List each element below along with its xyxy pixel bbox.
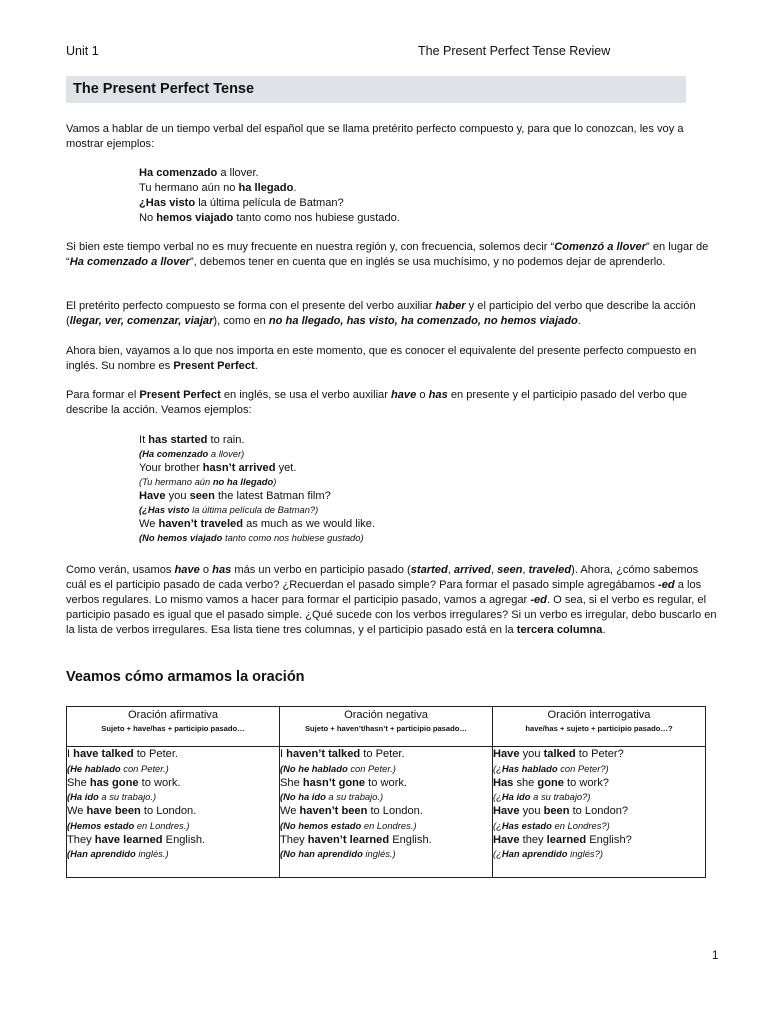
english-example-translation: (Ha comenzado a llover) (139, 448, 245, 459)
negative-cell (280, 747, 493, 878)
english-example: It has started to rain. (139, 434, 245, 446)
column-title: Oración afirmativa (127, 709, 218, 721)
paragraph-6: Como verán, usamos have o has más un verbo en participio pasado (started, arrived, seen, traveled). Ahora, ¿cómo sabemos cuál es el participio pasado de cada verbo? ¿Recuerdan el pasado simple? Para formar el pasado simple agregábamos -ed a los verbos regulares. Lo mismo vamos a hacer para formar el participio pasado, vamos a agregar -ed. O sea, si el verbo es regular, el participio pasado es igual que el pasado simple. ¿Qué sucede con los verbos irregulares? Si un verbo es irregular, debo buscarlo en la lista de verbos irregulares. Esa lista tiene tres columnas, y el participio pasado está en la tercera columna. (66, 564, 717, 636)
example-translation: (He hablado con Peter.) (67, 762, 169, 774)
spanish-example: Ha comenzado a llover. (139, 167, 259, 179)
example-translation: (Hemos estado en Londres.) (67, 819, 190, 831)
section-title-bar (66, 76, 686, 103)
affirmative-cell (67, 747, 280, 878)
english-example: Your brother hasn’t arrived yet. (139, 462, 297, 474)
example-sentence: Have you been to London? (493, 805, 629, 817)
paragraph-4: Ahora bien, vayamos a lo que nos importa en este momento, que es conocer el equivalente del presente perfecto compuesto en inglés. Su nombre es Present Perfect. (66, 345, 697, 372)
example-translation: (No hemos estado en Londres.) (280, 819, 417, 831)
header-unit: Unit 1 (66, 44, 99, 58)
example-sentence: Has she gone to work? (493, 776, 609, 789)
column-formula: have/has + sujeto + participio pasado…? (525, 724, 673, 733)
subheading: Veamos cómo armamos la oración (66, 669, 305, 685)
paragraph-3: El pretérito perfecto compuesto se forma con el presente del verbo auxiliar haber y el participio del verbo que describe la acción (llegar, ver, comenzar, viajar), como en no ha llegado, has visto, ha comenzado, no hemos viajado. (66, 300, 696, 327)
column-title: Oración interrogativa (547, 709, 651, 721)
section-title: The Present Perfect Tense (73, 81, 255, 97)
table-body-row (67, 747, 706, 878)
example-sentence: She hasn’t gone to work. (280, 776, 408, 789)
example-translation: (¿Ha ido a su trabajo?) (493, 791, 591, 802)
example-sentence: Have they learned English? (493, 833, 632, 846)
column-formula: Sujeto + have/has + participio pasado… (101, 724, 245, 733)
example-sentence: We have been to London. (67, 805, 197, 817)
example-translation: (¿Has hablado con Peter?) (493, 762, 609, 774)
table-header-cell (493, 707, 706, 747)
english-example-translation: (Tu hermano aún no ha llegado) (139, 476, 277, 487)
example-sentence: I haven’t talked to Peter. (280, 748, 405, 760)
english-example-translation: (¿Has visto la última película de Batman?) (139, 504, 319, 515)
paragraph-5: Para formar el Present Perfect en inglés, se usa el verbo auxiliar have o has en presente y el participio pasado del verbo que describe la acción. Veamos ejemplos: (66, 389, 688, 416)
english-example-translation: (No hemos viajado tanto como nos hubiese gustado) (139, 532, 364, 543)
spanish-example: ¿Has visto la última película de Batman? (139, 197, 344, 209)
table-header-cell (280, 707, 493, 747)
spanish-example: No hemos viajado tanto como nos hubiese gustado. (139, 212, 400, 224)
column-formula: Sujeto + haven’t/hasn’t + participio pasado… (304, 724, 468, 733)
interrogative-cell (493, 747, 706, 878)
example-sentence: Have you talked to Peter? (493, 748, 624, 760)
english-example: Have you seen the latest Batman film? (139, 490, 331, 502)
spanish-example: Tu hermano aún no ha llegado. (139, 182, 297, 194)
table-header-cell (67, 707, 280, 747)
example-translation: (No han aprendido inglés.) (280, 848, 396, 859)
sentence-structure-table (66, 706, 706, 878)
example-translation: (Han aprendido inglés.) (67, 848, 169, 859)
column-title: Oración negativa (344, 709, 428, 721)
english-examples (139, 433, 699, 545)
example-translation: (No he hablado con Peter.) (280, 762, 396, 774)
example-sentence: I have talked to Peter. (67, 748, 179, 760)
example-translation: (Ha ido a su trabajo.) (67, 791, 157, 802)
header-doc-title: The Present Perfect Tense Review (418, 44, 611, 58)
table-header-row (67, 707, 706, 747)
paragraph-2: Si bien este tiempo verbal no es muy frecuente en nuestra región y, con frecuencia, solemos decir “Comenzó a llover” en lugar de “Ha comenzado a llover”, debemos tener en cuenta que en inglés se usa muchísimo, y no podemos dejar de aprenderlo. (66, 241, 709, 268)
example-sentence: They have learned English. (67, 833, 206, 846)
example-sentence: She has gone to work. (67, 776, 181, 789)
example-sentence: We haven’t been to London. (280, 805, 423, 817)
intro-paragraph: Vamos a hablar de un tiempo verbal del español que se llama pretérito perfecto compuesto y, para que lo conozcan, les voy a mostrar ejemplos: (66, 123, 684, 150)
example-translation: (No ha ido a su trabajo.) (280, 791, 384, 802)
example-sentence: They haven’t learned English. (280, 833, 432, 846)
page-number: 1 (712, 950, 719, 962)
spanish-examples (139, 166, 699, 226)
example-translation: (¿Has estado en Londres?) (493, 819, 610, 831)
example-translation: (¿Han aprendido inglés?) (493, 848, 603, 859)
english-example: We haven’t traveled as much as we would like. (139, 518, 375, 530)
